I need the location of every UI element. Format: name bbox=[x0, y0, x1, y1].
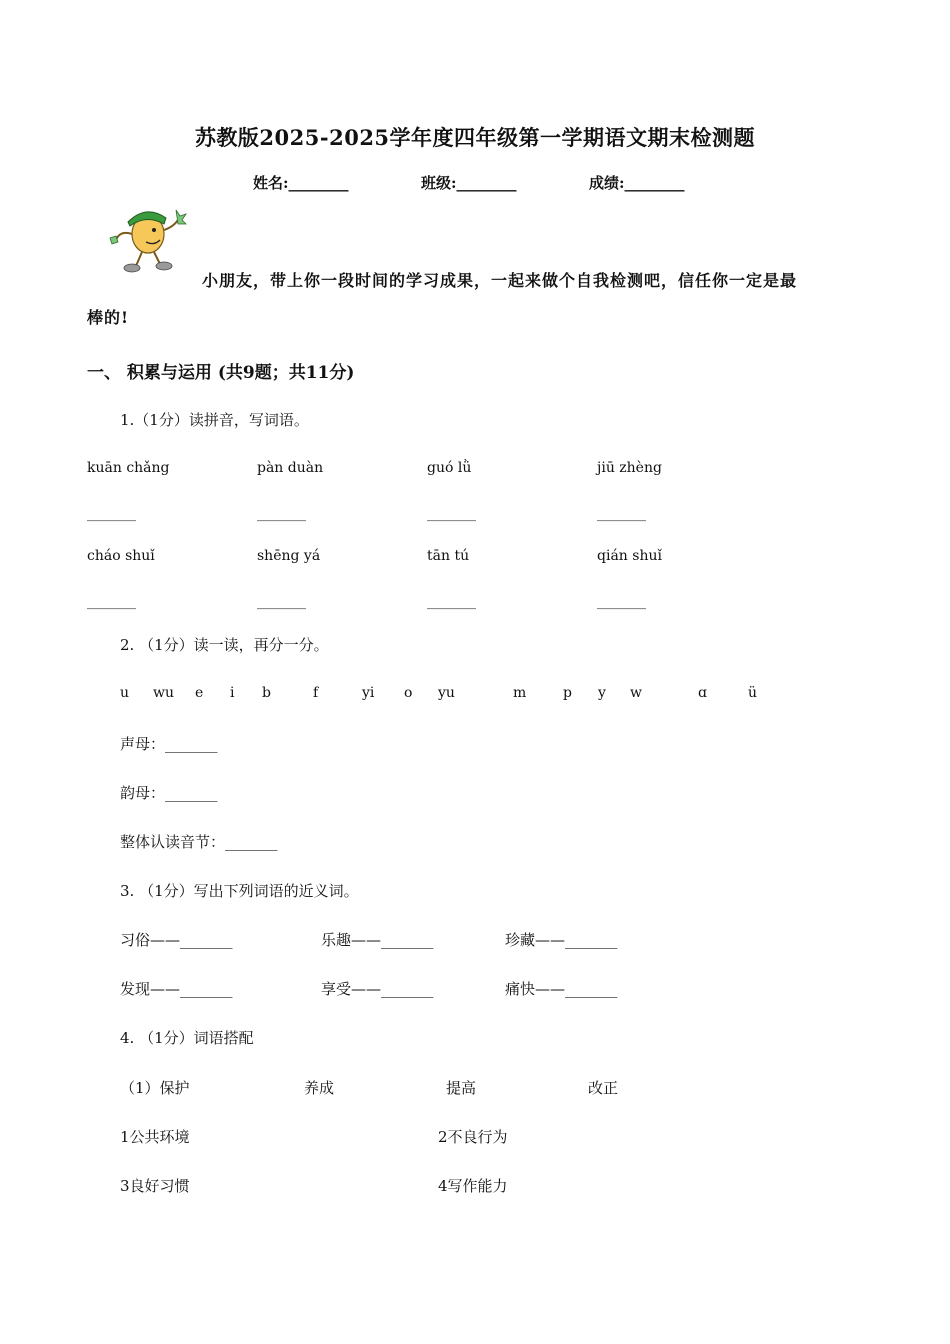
verb-item: 提高 bbox=[446, 1079, 477, 1097]
section-heading: 一、 积累与运用 (共9题；共11分) bbox=[87, 363, 355, 383]
pinyin-item: guó lǜ bbox=[427, 460, 472, 476]
match-item: 4写作能力 bbox=[438, 1177, 508, 1195]
name-field: 姓名:________ bbox=[253, 174, 349, 192]
answer-blank[interactable]: _______ bbox=[427, 594, 476, 610]
shengmu-answer[interactable]: 声母：_______ bbox=[120, 735, 218, 753]
letter-item: ü bbox=[748, 685, 758, 701]
letter-item: u bbox=[120, 685, 130, 701]
letter-item: yu bbox=[438, 685, 455, 701]
synonym-item[interactable]: 习俗——_______ bbox=[120, 931, 233, 949]
pinyin-item: tān tú bbox=[427, 548, 470, 564]
match-item: 2不良行为 bbox=[438, 1128, 508, 1146]
letter-item: w bbox=[630, 685, 642, 701]
question-4-title: 4. （1分）词语搭配 bbox=[120, 1029, 254, 1047]
letter-item: p bbox=[563, 685, 572, 701]
synonym-item[interactable]: 发现——_______ bbox=[120, 980, 233, 998]
intro-line-1: 小朋友，带上你一段时间的学习成果，一起来做个自我检测吧，信任你一定是最 bbox=[202, 271, 798, 290]
pinyin-item: jiū zhèng bbox=[597, 460, 662, 476]
verb-item: 改正 bbox=[588, 1079, 619, 1097]
intro-line-2: 棒的! bbox=[87, 308, 130, 327]
answer-blank[interactable]: _______ bbox=[87, 594, 136, 610]
score-field: 成绩:________ bbox=[589, 174, 685, 192]
synonym-item[interactable]: 珍藏——_______ bbox=[505, 931, 618, 949]
verb-item: 养成 bbox=[304, 1079, 335, 1097]
answer-blank[interactable]: _______ bbox=[427, 506, 476, 522]
letter-item: m bbox=[513, 685, 527, 701]
letter-item: yi bbox=[362, 685, 375, 701]
pinyin-item: kuān chǎng bbox=[87, 460, 170, 476]
pinyin-item: pàn duàn bbox=[257, 460, 324, 476]
synonym-item[interactable]: 享受——_______ bbox=[321, 980, 434, 998]
class-field: 班级:________ bbox=[421, 174, 517, 192]
letter-item: f bbox=[313, 685, 319, 701]
answer-blank[interactable]: _______ bbox=[597, 506, 646, 522]
letter-item: i bbox=[230, 685, 235, 701]
verb-item: （1）保护 bbox=[120, 1079, 190, 1097]
letter-item: wu bbox=[153, 685, 174, 701]
page-title: 苏教版2025-2025学年度四年级第一学期语文期末检测题 bbox=[194, 125, 756, 150]
answer-blank[interactable]: _______ bbox=[87, 506, 136, 522]
pinyin-item: shēng yá bbox=[257, 548, 321, 564]
pinyin-item: qián shuǐ bbox=[597, 548, 662, 564]
letter-item: ɑ bbox=[698, 685, 707, 701]
yunmu-answer[interactable]: 韵母：_______ bbox=[120, 784, 218, 802]
zhengti-answer[interactable]: 整体认读音节：_______ bbox=[120, 833, 278, 851]
match-item: 1公共环境 bbox=[120, 1128, 190, 1146]
question-1-title: 1.（1分）读拼音，写词语。 bbox=[120, 411, 309, 429]
synonym-item[interactable]: 乐趣——_______ bbox=[321, 931, 434, 949]
mascot-icon bbox=[106, 204, 188, 276]
answer-blank[interactable]: _______ bbox=[257, 506, 306, 522]
match-item: 3良好习惯 bbox=[120, 1177, 190, 1195]
letter-item: b bbox=[262, 685, 271, 701]
question-2-title: 2. （1分）读一读，再分一分。 bbox=[120, 636, 329, 654]
answer-blank[interactable]: _______ bbox=[257, 594, 306, 610]
letter-item: e bbox=[195, 685, 204, 701]
synonym-item[interactable]: 痛快——_______ bbox=[505, 980, 618, 998]
pinyin-item: cháo shuǐ bbox=[87, 548, 155, 564]
letter-item: o bbox=[404, 685, 413, 701]
answer-blank[interactable]: _______ bbox=[597, 594, 646, 610]
letter-item: y bbox=[598, 685, 606, 701]
question-3-title: 3. （1分）写出下列词语的近义词。 bbox=[120, 882, 359, 900]
